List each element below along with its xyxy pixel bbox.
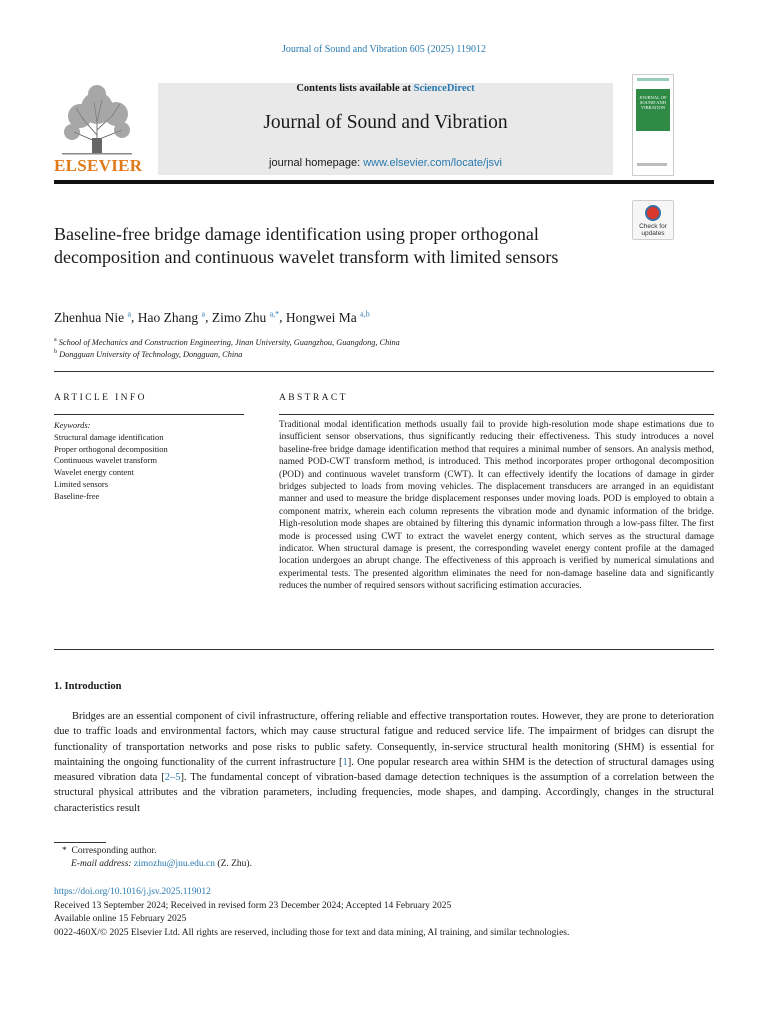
author-name: Hongwei Ma: [285, 309, 357, 325]
affiliation-b-text: Dongguan University of Technology, Dongguan, China: [59, 349, 243, 359]
running-head[interactable]: Journal of Sound and Vibration 605 (2025) 119012: [281, 44, 487, 55]
author-name: Hao Zhang: [137, 309, 199, 325]
author[interactable]: [138, 310, 205, 325]
keyword-item: Limited sensors: [54, 478, 109, 489]
keyword-item: Structural damage identification: [54, 432, 164, 442]
author-affiliation-mark[interactable]: a,b: [360, 309, 370, 318]
keyword-item: Wavelet energy content: [54, 467, 134, 478]
author-name: Zhenhua Nie: [54, 309, 125, 325]
journal-homepage-link[interactable]: www.elsevier.com/locate/jsvi: [363, 157, 502, 169]
email-note: [71, 859, 252, 869]
crossmark-icon: [645, 205, 661, 221]
article-info-heading: ARTICLE INFO: [54, 393, 147, 403]
keywords-list: [54, 432, 254, 502]
affiliation-a-mark: a: [54, 337, 57, 343]
masthead-rule: [54, 180, 714, 184]
intro-text-part: Bridges are an essential component of civil infrastructure, offering reliable and effective transportation routes. However, they are prone to deterioration due to traffic loads and environmental factors, which may cause structural fatigue and reduced service life. The impairment of bridges can disrupt the functionality of transportation networks and pose risks to public safety. Consequently, in-service structural health monitoring (SHM) is essential for maintaining the ongoing functionality of the current infrastructure [: [54, 711, 714, 768]
doi-link[interactable]: https://doi.org/10.1016/j.jsv.2025.119012: [54, 887, 211, 897]
author[interactable]: [286, 310, 370, 325]
footnote-rule: [54, 842, 106, 843]
keywords-label: Keywords:: [54, 420, 91, 430]
author-affiliation-mark[interactable]: a: [201, 309, 206, 318]
email-suffix: (Z. Zhu).: [215, 859, 252, 869]
corresponding-text: Corresponding author.: [71, 846, 157, 856]
email-link[interactable]: zimozhu@jnu.edu.cn: [133, 859, 216, 869]
author[interactable]: [212, 310, 279, 325]
available-online-date: Available online 15 February 2025: [54, 914, 187, 924]
citation-link[interactable]: 1: [342, 756, 348, 768]
section-rule: [54, 649, 714, 650]
affiliation-b-mark: b: [54, 349, 57, 355]
section-rule: [54, 371, 714, 372]
introduction-heading: 1. Introduction: [54, 681, 122, 692]
author[interactable]: [54, 310, 131, 325]
email-label: E-mail address:: [71, 859, 134, 869]
affiliation-a: [54, 337, 654, 347]
abstract-rule: [279, 414, 714, 415]
intro-text-part: ]. The fundamental concept of vibration-based damage detection techniques is the assumption of a correlation between the structural physical attributes and the vibration parameters, including frequencies, mode shapes, and damping. Accordingly, changes in the structural characteristics result: [54, 772, 714, 814]
homepage-prefix: journal homepage:: [269, 157, 364, 169]
author-name: Zimo Zhu: [211, 309, 267, 325]
author-affiliation-mark[interactable]: a: [127, 309, 132, 318]
cover-title: JOURNAL OF SOUND AND VIBRATION: [639, 95, 667, 110]
abstract-heading: ABSTRACT: [279, 393, 348, 403]
author-list: Zhenhua Nie $^a$, Hao Zhang $^a$, Zimo Zhu $^{a,*}$, Hongwei Ma $^{a,b}$: [54, 309, 370, 325]
received-dates: Received 13 September 2024; Received in revised form 23 December 2024; Accepted 14 February 2025: [54, 901, 452, 911]
check-updates-label: Check for updates: [639, 223, 667, 237]
cover-top-strip: [637, 78, 669, 81]
sciencedirect-link[interactable]: ScienceDirect: [413, 83, 475, 94]
journal-homepage-line: [158, 157, 613, 169]
check-for-updates-button[interactable]: [632, 200, 674, 240]
article-title: Baseline-free bridge damage identification using proper orthogonal decomposition and continuous wavelet transform with limited sensors: [54, 224, 559, 267]
corresponding-author-note: [62, 846, 156, 856]
article-info-rule: [54, 414, 244, 415]
copyright-notice: 0022-460X/© 2025 Elsevier Ltd. All rights are reserved, including those for text and data mining, AI training, and similar technologies.: [54, 928, 570, 938]
introduction-paragraph: [54, 709, 714, 816]
keyword-item: Continuous wavelet transform: [54, 455, 157, 466]
publisher-wordmark: ELSEVIER: [54, 156, 143, 175]
journal-title: Journal of Sound and Vibration: [263, 112, 508, 133]
contents-prefix: Contents lists available at: [296, 83, 414, 94]
affiliation-a-text: School of Mechanics and Construction Engineering, Jinan University, Guangzhou, Guangdong, China: [58, 337, 400, 347]
keyword-item: Baseline-free: [54, 490, 100, 501]
keyword-item: Proper orthogonal decomposition: [54, 443, 168, 454]
cover-bottom-strip: [637, 163, 667, 166]
affiliation-b: [54, 349, 654, 359]
corresponding-mark: *: [62, 846, 67, 856]
citation-link[interactable]: 2–5: [164, 772, 181, 784]
intro-text-part: ]. One popular research area within SHM is the detection of structural damages using measured vibration data [: [54, 756, 714, 784]
contents-line: [158, 83, 613, 94]
journal-cover-thumbnail[interactable]: [632, 74, 674, 176]
author-affiliation-mark[interactable]: a,*: [269, 309, 280, 318]
abstract-text: Traditional modal identification methods usually fail to provide high-resolution mode shape estimations due to insufficient sensor observations, thus significantly reducing their effectiveness. This study introduces a novel baseline-free bridge damage identification method that requires a minimal number of sensors. An analysis method, named POD-CWT transform method, is introduced. This method incorporates proper orthogonal decomposition (POD) and continuous wavelet transform (CWT). It can effectively identify the locations of damage in girder bridges subjected to loads from moving vehicles. The displacement transducers are arranged in an equidistant manner and used to measure the bridge displacement responses under moving loads. POD is employed to obtain a component matrix, wherein each column represents the vibration mode and dynamic information of the bridge. High-resolution mode shapes are obtained by filtering this dynamic information through a low-pass filter. The first mode is processed using CWT to extract the wavelet energy content, which serves as the structural damage indicator. When structural damage is present, the corresponding wavelet energy content profile at the damaged location undergoes an abrupt change. The effectiveness of this approach is verified by numerical simulations and experimental tests. The presented algorithm eliminates the need for non-damage baseline data and significantly reduces the number of required sensors without sacrificing estimation accuracies.: [279, 420, 714, 592]
